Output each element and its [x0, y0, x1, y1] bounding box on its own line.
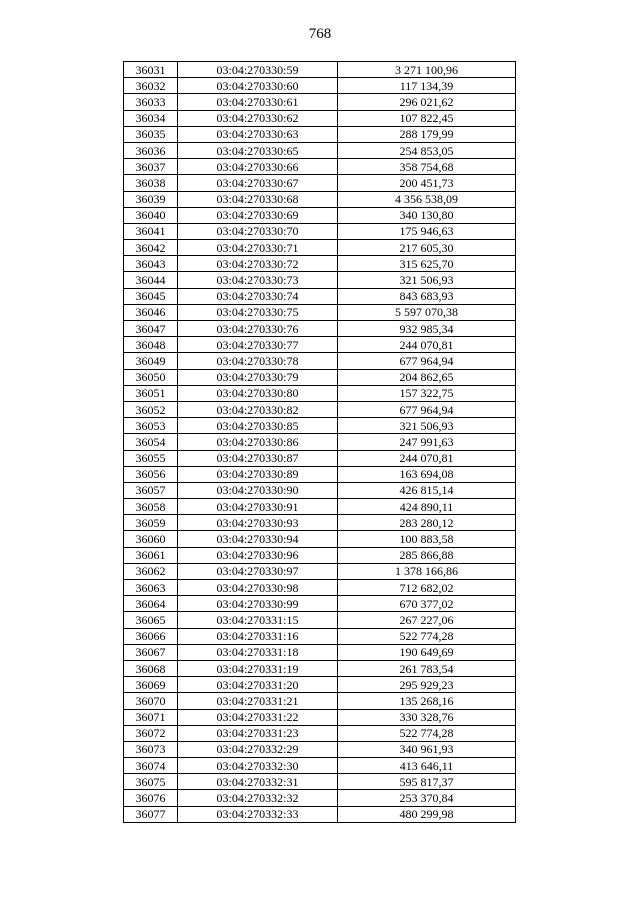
row-number-cell: 36050 — [124, 369, 178, 385]
table-row — [124, 321, 516, 337]
table-row — [124, 418, 516, 434]
cadastral-value-table — [123, 61, 516, 823]
table-row — [124, 725, 516, 741]
cadastral-value-cell: 340 961,93 — [338, 741, 516, 757]
table-row — [124, 78, 516, 94]
row-number-cell: 36053 — [124, 418, 178, 434]
table-row — [124, 482, 516, 498]
row-number-cell: 36057 — [124, 482, 178, 498]
row-number-cell: 36076 — [124, 790, 178, 806]
row-number-cell: 36066 — [124, 628, 178, 644]
row-number-cell: 36060 — [124, 531, 178, 547]
table-row — [124, 580, 516, 596]
row-number-cell: 36045 — [124, 288, 178, 304]
row-number-cell: 36039 — [124, 191, 178, 207]
cadastral-value-cell: 5 597 070,38 — [338, 304, 516, 320]
table-row — [124, 644, 516, 660]
cadastral-value-cell: 677 964,94 — [338, 401, 516, 417]
row-number-cell: 36042 — [124, 240, 178, 256]
cadastral-number-cell: 03:04:270330:78 — [178, 353, 338, 369]
row-number-cell: 36032 — [124, 78, 178, 94]
row-number-cell: 36043 — [124, 256, 178, 272]
cadastral-number-cell: 03:04:270331:16 — [178, 628, 338, 644]
cadastral-value-cell: 204 862,65 — [338, 369, 516, 385]
cadastral-value-cell: 200 451,73 — [338, 175, 516, 191]
table-row — [124, 191, 516, 207]
cadastral-number-cell: 03:04:270330:75 — [178, 304, 338, 320]
table-row — [124, 596, 516, 612]
row-number-cell: 36031 — [124, 62, 178, 78]
cadastral-value-cell: 712 682,02 — [338, 580, 516, 596]
table-row — [124, 790, 516, 806]
table-row — [124, 774, 516, 790]
row-number-cell: 36064 — [124, 596, 178, 612]
row-number-cell: 36034 — [124, 110, 178, 126]
cadastral-number-cell: 03:04:270330:99 — [178, 596, 338, 612]
table-row — [124, 369, 516, 385]
table-row — [124, 142, 516, 158]
row-number-cell: 36040 — [124, 207, 178, 223]
cadastral-value-cell: 157 322,75 — [338, 385, 516, 401]
table-row — [124, 563, 516, 579]
cadastral-value-cell: 296 021,62 — [338, 94, 516, 110]
row-number-cell: 36062 — [124, 563, 178, 579]
cadastral-number-cell: 03:04:270330:89 — [178, 466, 338, 482]
cadastral-value-cell: 340 130,80 — [338, 207, 516, 223]
row-number-cell: 36058 — [124, 499, 178, 515]
cadastral-value-cell: 253 370,84 — [338, 790, 516, 806]
table-row — [124, 677, 516, 693]
cadastral-value-cell: 285 866,88 — [338, 547, 516, 563]
table-row — [124, 126, 516, 142]
cadastral-value-cell: 117 134,39 — [338, 78, 516, 94]
row-number-cell: 36047 — [124, 321, 178, 337]
table-row — [124, 450, 516, 466]
cadastral-number-cell: 03:04:270330:68 — [178, 191, 338, 207]
cadastral-number-cell: 03:04:270330:69 — [178, 207, 338, 223]
cadastral-value-cell: 480 299,98 — [338, 806, 516, 822]
cadastral-number-cell: 03:04:270330:73 — [178, 272, 338, 288]
cadastral-number-cell: 03:04:270330:77 — [178, 337, 338, 353]
cadastral-value-cell: 107 822,45 — [338, 110, 516, 126]
cadastral-value-cell: 424 890,11 — [338, 499, 516, 515]
row-number-cell: 36038 — [124, 175, 178, 191]
row-number-cell: 36068 — [124, 660, 178, 676]
row-number-cell: 36033 — [124, 94, 178, 110]
cadastral-value-cell: 4 356 538,09 — [338, 191, 516, 207]
row-number-cell: 36056 — [124, 466, 178, 482]
row-number-cell: 36061 — [124, 547, 178, 563]
table-row — [124, 660, 516, 676]
row-number-cell: 36071 — [124, 709, 178, 725]
cadastral-value-cell: 217 605,30 — [338, 240, 516, 256]
cadastral-number-cell: 03:04:270330:80 — [178, 385, 338, 401]
cadastral-number-cell: 03:04:270330:63 — [178, 126, 338, 142]
cadastral-number-cell: 03:04:270330:87 — [178, 450, 338, 466]
table-row — [124, 288, 516, 304]
cadastral-value-cell: 190 649,69 — [338, 644, 516, 660]
table-row — [124, 499, 516, 515]
row-number-cell: 36044 — [124, 272, 178, 288]
cadastral-value-cell: 932 985,34 — [338, 321, 516, 337]
cadastral-number-cell: 03:04:270331:21 — [178, 693, 338, 709]
table-row — [124, 62, 516, 78]
cadastral-number-cell: 03:04:270330:96 — [178, 547, 338, 563]
cadastral-value-cell: 135 268,16 — [338, 693, 516, 709]
row-number-cell: 36074 — [124, 758, 178, 774]
cadastral-number-cell: 03:04:270330:62 — [178, 110, 338, 126]
cadastral-number-cell: 03:04:270330:97 — [178, 563, 338, 579]
table-row — [124, 110, 516, 126]
table-row — [124, 401, 516, 417]
row-number-cell: 36069 — [124, 677, 178, 693]
cadastral-number-cell: 03:04:270331:15 — [178, 612, 338, 628]
cadastral-value-cell: 426 815,14 — [338, 482, 516, 498]
cadastral-value-cell: 254 853,05 — [338, 142, 516, 158]
cadastral-number-cell: 03:04:270330:82 — [178, 401, 338, 417]
cadastral-number-cell: 03:04:270332:30 — [178, 758, 338, 774]
cadastral-value-cell: 321 506,93 — [338, 272, 516, 288]
row-number-cell: 36075 — [124, 774, 178, 790]
cadastral-value-cell: 175 946,63 — [338, 223, 516, 239]
row-number-cell: 36067 — [124, 644, 178, 660]
cadastral-number-cell: 03:04:270330:59 — [178, 62, 338, 78]
table-row — [124, 353, 516, 369]
row-number-cell: 36052 — [124, 401, 178, 417]
cadastral-number-cell: 03:04:270330:72 — [178, 256, 338, 272]
row-number-cell: 36046 — [124, 304, 178, 320]
table-row — [124, 806, 516, 822]
cadastral-number-cell: 03:04:270332:33 — [178, 806, 338, 822]
table-row — [124, 434, 516, 450]
table-row — [124, 709, 516, 725]
cadastral-value-cell: 522 774,28 — [338, 628, 516, 644]
cadastral-number-cell: 03:04:270331:19 — [178, 660, 338, 676]
table-row — [124, 466, 516, 482]
cadastral-value-cell: 261 783,54 — [338, 660, 516, 676]
table-row — [124, 612, 516, 628]
row-number-cell: 36041 — [124, 223, 178, 239]
cadastral-number-cell: 03:04:270330:93 — [178, 515, 338, 531]
cadastral-number-cell: 03:04:270330:90 — [178, 482, 338, 498]
table-row — [124, 337, 516, 353]
row-number-cell: 36048 — [124, 337, 178, 353]
cadastral-value-cell: 843 683,93 — [338, 288, 516, 304]
cadastral-number-cell: 03:04:270331:18 — [178, 644, 338, 660]
cadastral-number-cell: 03:04:270331:22 — [178, 709, 338, 725]
row-number-cell: 36036 — [124, 142, 178, 158]
cadastral-number-cell: 03:04:270330:66 — [178, 159, 338, 175]
cadastral-value-cell: 595 817,37 — [338, 774, 516, 790]
cadastral-number-cell: 03:04:270331:20 — [178, 677, 338, 693]
cadastral-value-cell: 244 070,81 — [338, 337, 516, 353]
cadastral-number-cell: 03:04:270330:61 — [178, 94, 338, 110]
table-row — [124, 758, 516, 774]
row-number-cell: 36035 — [124, 126, 178, 142]
cadastral-value-cell: 267 227,06 — [338, 612, 516, 628]
row-number-cell: 36037 — [124, 159, 178, 175]
cadastral-value-cell: 677 964,94 — [338, 353, 516, 369]
cadastral-value-cell: 321 506,93 — [338, 418, 516, 434]
cadastral-number-cell: 03:04:270330:94 — [178, 531, 338, 547]
table-row — [124, 304, 516, 320]
cadastral-number-cell: 03:04:270330:74 — [178, 288, 338, 304]
cadastral-number-cell: 03:04:270331:23 — [178, 725, 338, 741]
row-number-cell: 36070 — [124, 693, 178, 709]
table-row — [124, 693, 516, 709]
cadastral-number-cell: 03:04:270332:32 — [178, 790, 338, 806]
table-row — [124, 741, 516, 757]
cadastral-value-cell: 330 328,76 — [338, 709, 516, 725]
row-number-cell: 36073 — [124, 741, 178, 757]
row-number-cell: 36065 — [124, 612, 178, 628]
table-row — [124, 175, 516, 191]
cadastral-value-cell: 288 179,99 — [338, 126, 516, 142]
table-row — [124, 223, 516, 239]
cadastral-number-cell: 03:04:270330:85 — [178, 418, 338, 434]
row-number-cell: 36077 — [124, 806, 178, 822]
page-number: 768 — [308, 26, 332, 42]
table-row — [124, 207, 516, 223]
row-number-cell: 36054 — [124, 434, 178, 450]
row-number-cell: 36049 — [124, 353, 178, 369]
table-row — [124, 256, 516, 272]
cadastral-value-cell: 163 694,08 — [338, 466, 516, 482]
table-row — [124, 547, 516, 563]
cadastral-value-cell: 283 280,12 — [338, 515, 516, 531]
cadastral-value-cell: 247 991,63 — [338, 434, 516, 450]
cadastral-value-cell: 358 754,68 — [338, 159, 516, 175]
cadastral-number-cell: 03:04:270332:29 — [178, 741, 338, 757]
cadastral-value-cell: 1 378 166,86 — [338, 563, 516, 579]
cadastral-value-cell: 315 625,70 — [338, 256, 516, 272]
cadastral-number-cell: 03:04:270330:65 — [178, 142, 338, 158]
cadastral-value-cell: 522 774,28 — [338, 725, 516, 741]
table-row — [124, 240, 516, 256]
table-row — [124, 531, 516, 547]
cadastral-number-cell: 03:04:270330:70 — [178, 223, 338, 239]
row-number-cell: 36059 — [124, 515, 178, 531]
table-row — [124, 628, 516, 644]
table-row — [124, 515, 516, 531]
cadastral-value-cell: 100 883,58 — [338, 531, 516, 547]
cadastral-value-cell: 3 271 100,96 — [338, 62, 516, 78]
cadastral-number-cell: 03:04:270330:67 — [178, 175, 338, 191]
cadastral-number-cell: 03:04:270330:60 — [178, 78, 338, 94]
cadastral-number-cell: 03:04:270330:71 — [178, 240, 338, 256]
cadastral-number-cell: 03:04:270330:91 — [178, 499, 338, 515]
table-body — [124, 62, 516, 823]
table-row — [124, 94, 516, 110]
row-number-cell: 36063 — [124, 580, 178, 596]
cadastral-number-cell: 03:04:270330:76 — [178, 321, 338, 337]
cadastral-value-cell: 295 929,23 — [338, 677, 516, 693]
cadastral-number-cell: 03:04:270330:98 — [178, 580, 338, 596]
row-number-cell: 36051 — [124, 385, 178, 401]
row-number-cell: 36055 — [124, 450, 178, 466]
row-number-cell: 36072 — [124, 725, 178, 741]
cadastral-value-cell: 670 377,02 — [338, 596, 516, 612]
cadastral-number-cell: 03:04:270330:79 — [178, 369, 338, 385]
cadastral-value-cell: 244 070,81 — [338, 450, 516, 466]
cadastral-number-cell: 03:04:270332:31 — [178, 774, 338, 790]
cadastral-number-cell: 03:04:270330:86 — [178, 434, 338, 450]
cadastral-value-cell: 413 646,11 — [338, 758, 516, 774]
table-row — [124, 159, 516, 175]
table-row — [124, 385, 516, 401]
table-row — [124, 272, 516, 288]
